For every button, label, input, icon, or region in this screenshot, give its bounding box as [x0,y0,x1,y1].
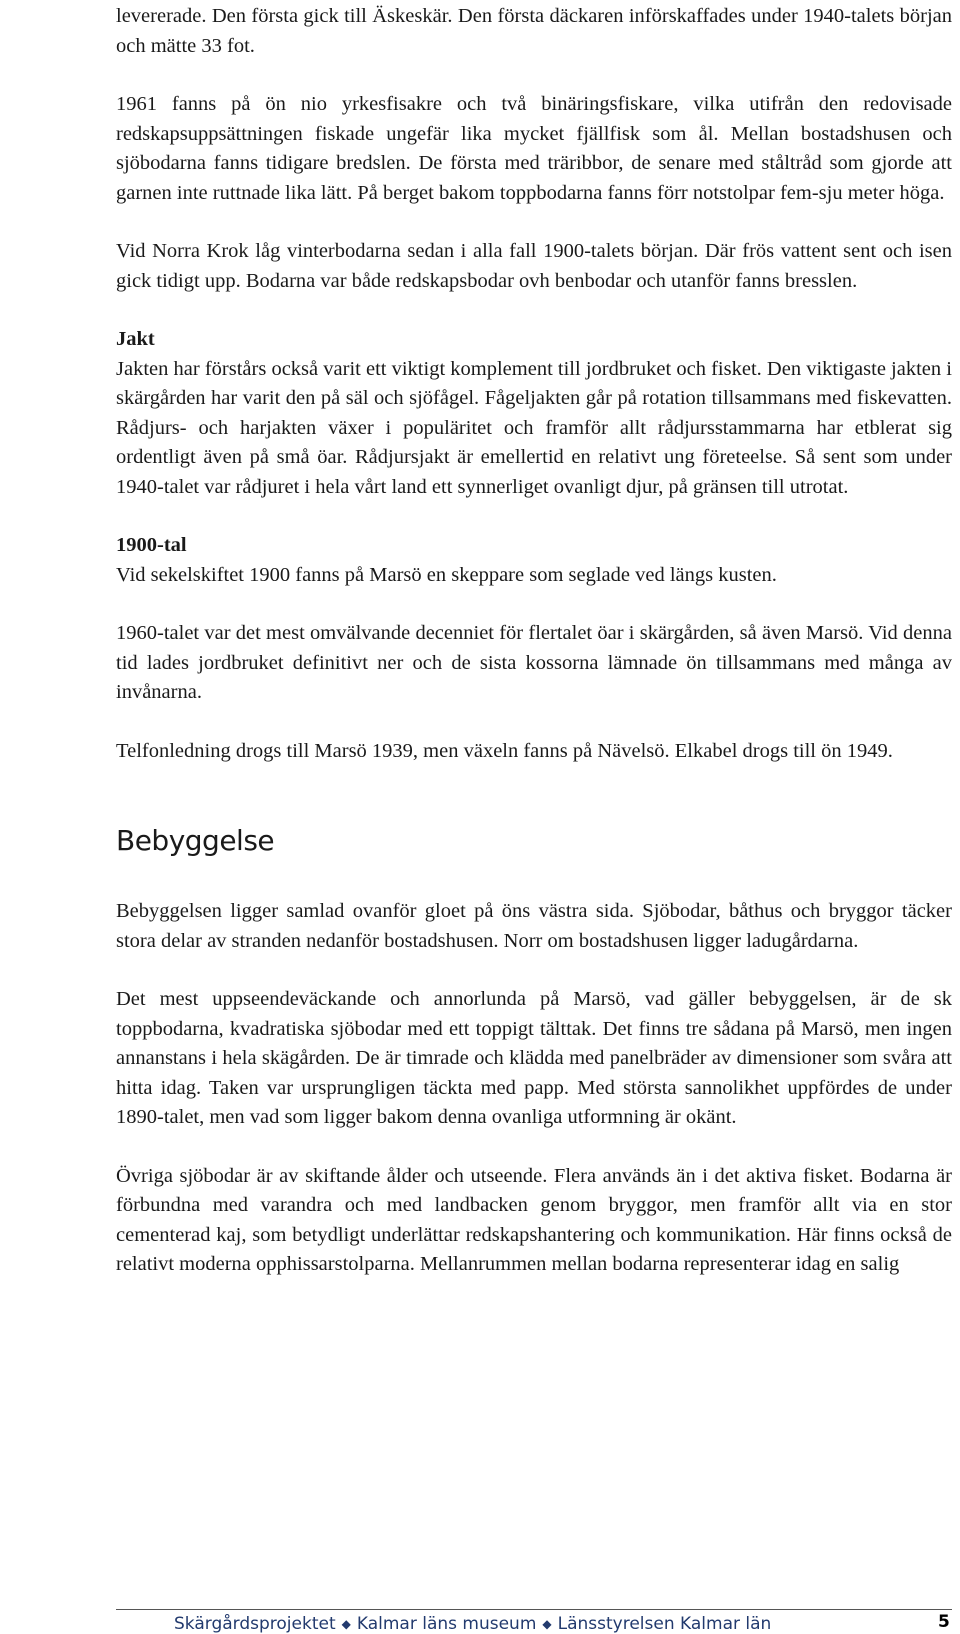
footer-county-board: Länsstyrelsen Kalmar län [557,1614,772,1634]
paragraph: levererade. Den första gick till Äskeskär. Den första däckaren införskaffades under 1940-talets början och mätte 33 fot. [116,5,952,57]
paragraph: Jakten har förstårs också varit ett viktigt komplement till jordbruket och fisket. Den viktigaste jakten i skärgården har varit den på säl och sjöfågel. Fågeljakten går på rotation tillsammans med fiskevatten. Rådjurs- och harjakten växer i populäritet och framför allt rådjursstammarna har etblerat sig ordentligt även på små öar. Rådjursjakt är emellertid en relativt ung företeelse. Så sent som under 1940-talet var rådjuret i hela vårt land ett synnerliget ovanligt djur, på gränsen till utrotat. [116,357,952,498]
paragraph: Vid sekelskiftet 1900 fanns på Marsö en skeppare som seglade ved längs kusten. [116,563,777,586]
paragraph: Det mest uppseendeväckande och annorlunda på Marsö, vad gäller bebyggelsen, är de sk toppbodarna, kvadratiska sjöbodar med ett toppigt tälttak. Det finns tre sådana på Marsö, men ingen annanstans i hela skägården. De är timrade och klädda med panelbräder av dimensioner som svåra att hitta idag. Taken var ursprungligen täckta med papp. Med största sannolikhet uppfördes de under 1890-talet, men vad som ligger bakom denna ovanliga utformning är okänt. [116,988,952,1128]
paragraph: Övriga sjöbodar är av skiftande ålder och utseende. Flera används än i det aktiva fisket. Bodarna är förbundna med varandra och med landbacken genom bryggor, men framför allt via en stor cementerad kaj, som betydligt underlättar redskapshantering och kommunikation. Här finns också de relativt moderna opphissarstolparna. Mellanrummen mellan bodarna representerar idag en salig [116,1164,952,1275]
footer-museum: Kalmar läns museum [356,1614,537,1634]
paragraph: 1961 fanns på ön nio yrkesfisakre och två binäringsfiskare, vilka utifrån den redovisade redskapsuppsättningen fiskade ungefär lika mycket fjällfisk som ål. Mellan bostadshusen och sjöbodarna fanns tidigare bredslen. De första med träribbor, de senare med ståltråd som gjorde att garnen inte ruttnade lika lätt. På berget bakom toppbodarna fanns förr notstolpar fem-sju meter höga. [116,93,952,204]
diamond-icon: ◆ [542,1617,552,1631]
chapter-heading-bebyggelse: Bebyggelse [116,824,275,857]
diamond-icon: ◆ [341,1617,351,1631]
paragraph: Vid Norra Krok låg vinterbodarna sedan i alla fall 1900-talets början. Där frös vattent sent och isen gick tidigt upp. Bodarna var både redskapsbodar ovh benbodar och utanför fanns bresslen. [116,240,952,292]
page-number: 5 [938,1612,950,1632]
body-text [116,2,952,1280]
footer-divider [116,1609,952,1610]
paragraph: Telfonledning drogs till Marsö 1939, men växeln fanns på Nävelsö. Elkabel drogs till ön 1949. [116,739,893,762]
paragraph: Bebyggelsen ligger samlad ovanför gloet på öns västra sida. Sjöbodar, båthus och bryggor täcker stora delar av stranden nedanför bostadshusen. Norr om bostadshusen ligger ladugårdarna. [116,900,952,952]
paragraph: 1960-talet var det mest omvälvande decenniet för flertalet öar i skärgården, så även Marsö. Vid denna tid lades jordbruket definitivt ner och de sista kossorna lämnade ön tillsammans med många av invånarna. [116,622,952,703]
footer-project: Skärgårdsprojektet [174,1614,336,1634]
section-heading-jakt: Jakt [116,328,155,350]
page-footer [174,1614,771,1634]
section-heading-1900-tal: 1900-tal [116,534,187,556]
